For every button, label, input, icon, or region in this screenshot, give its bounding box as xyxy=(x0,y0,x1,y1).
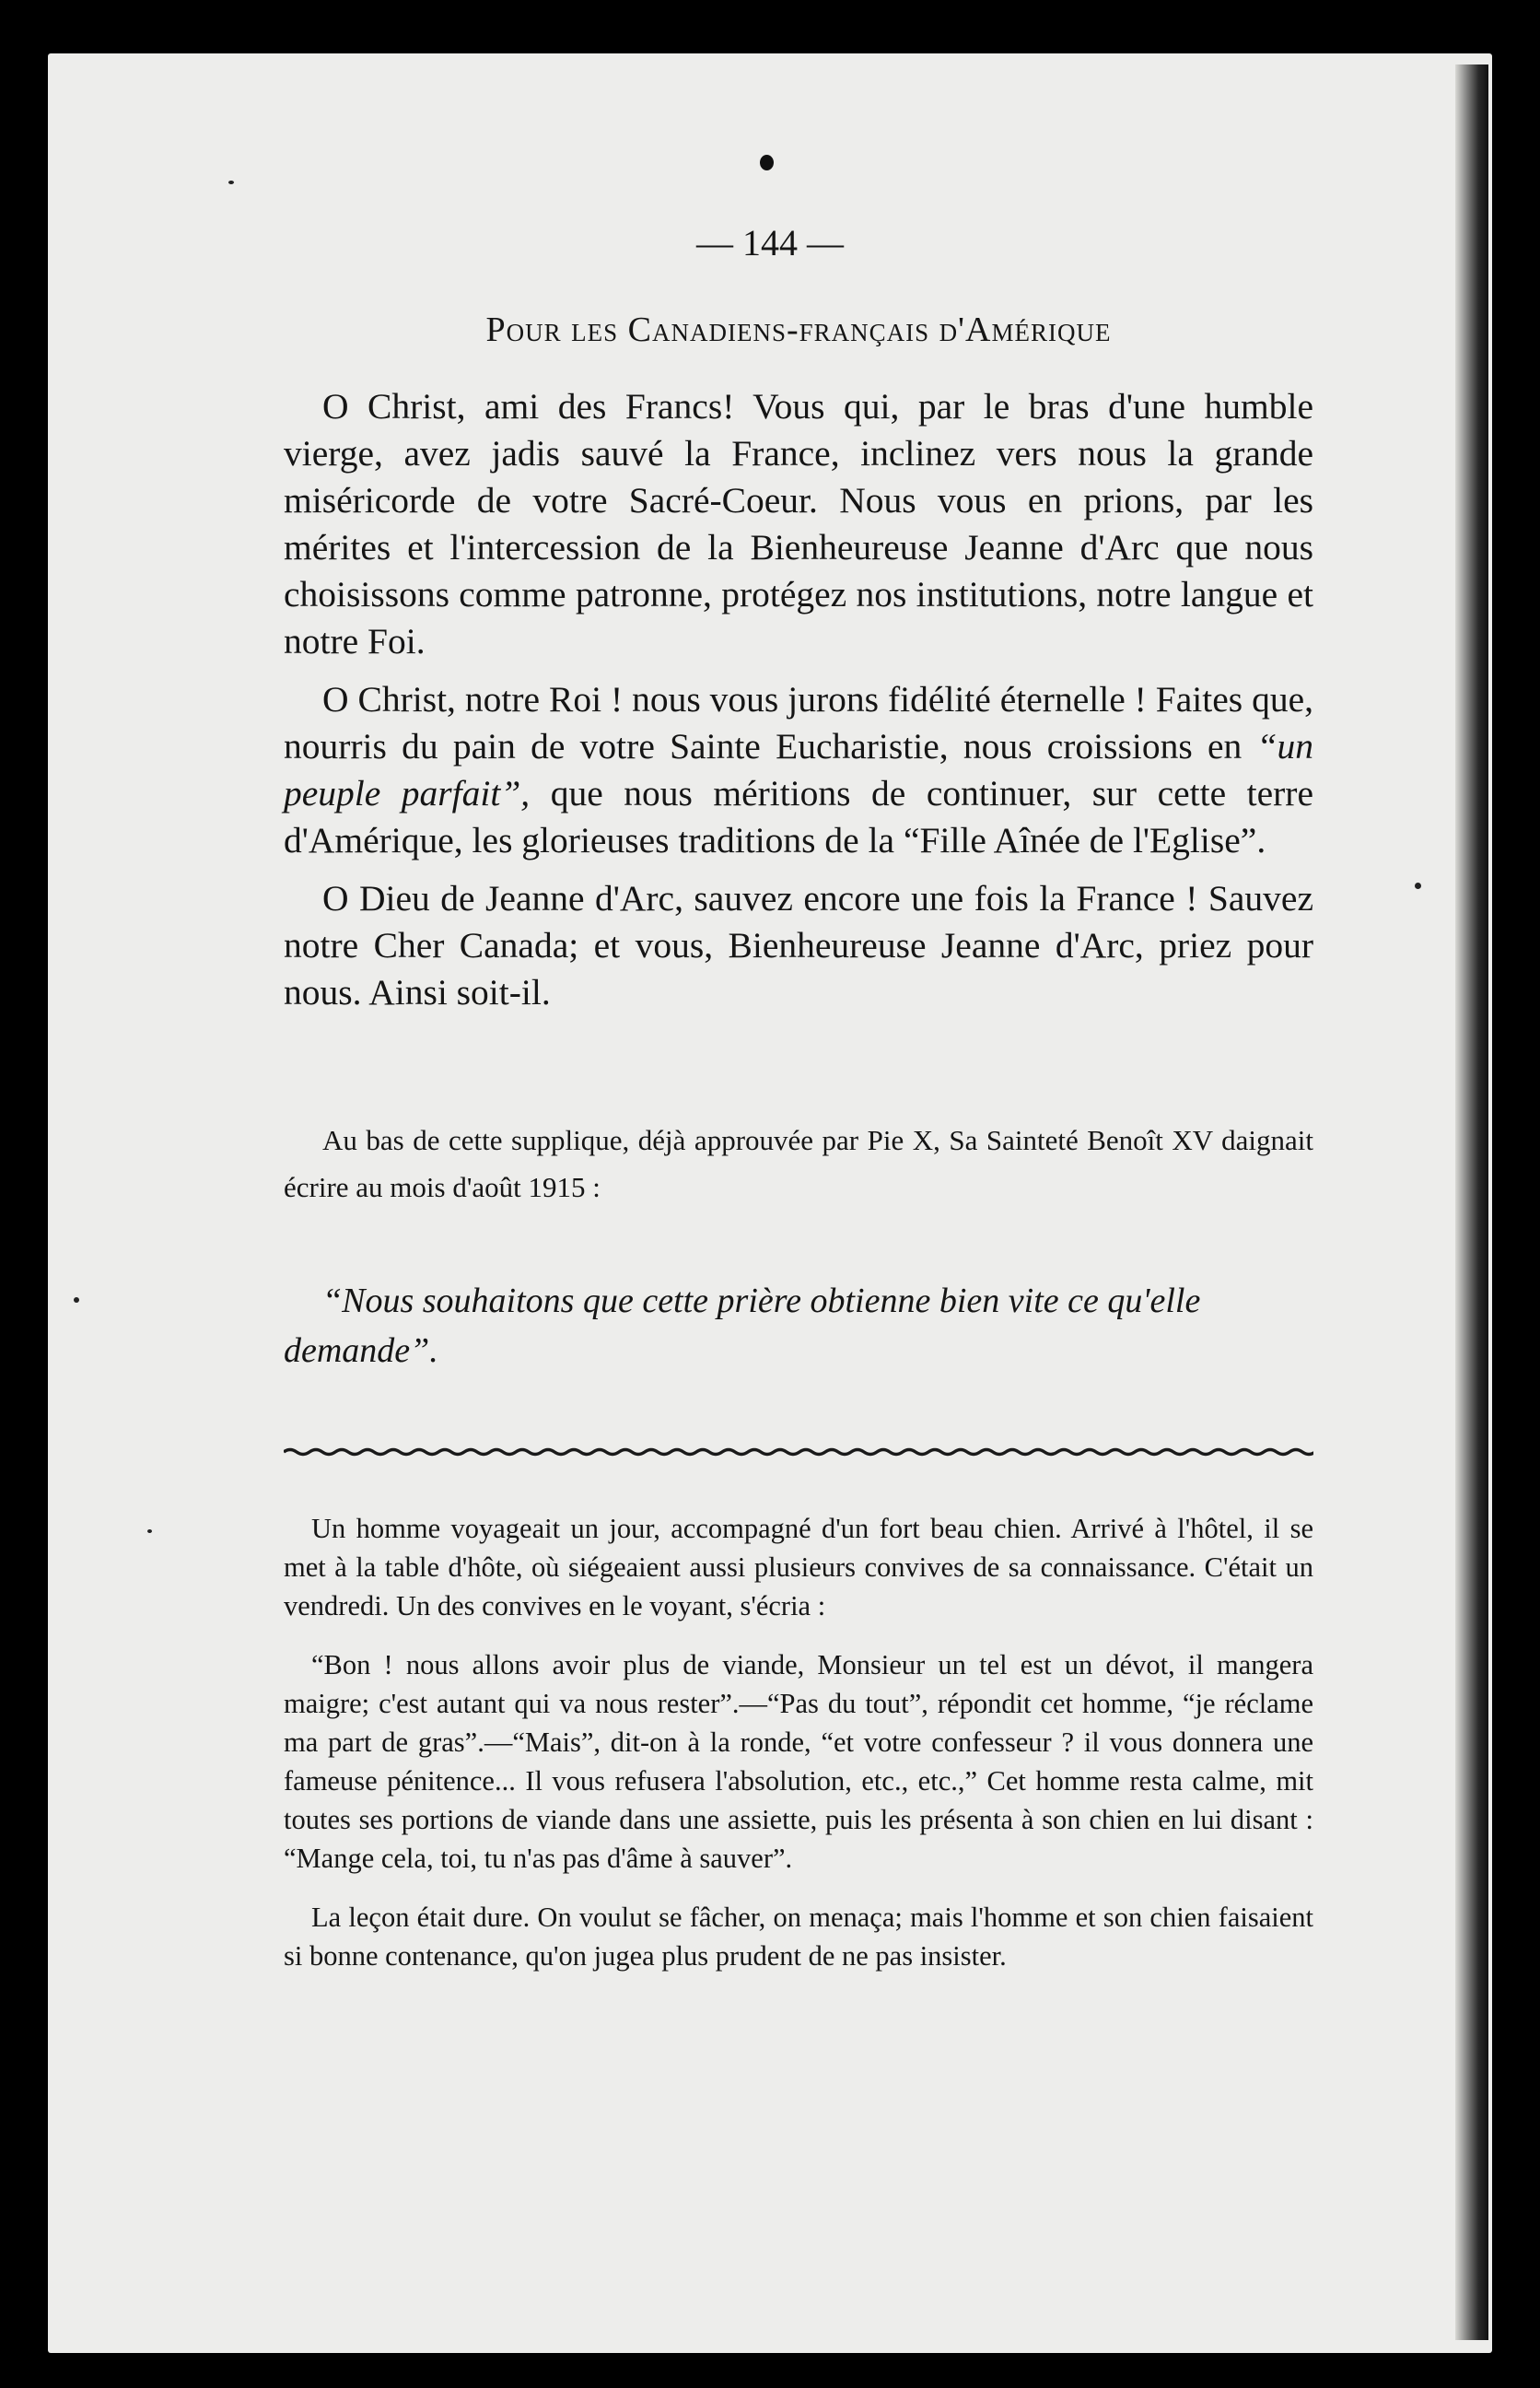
section-heading: Pour les Canadiens-français d'Amérique xyxy=(485,310,1112,349)
prayer-paragraph xyxy=(284,676,1313,864)
ink-speck xyxy=(147,1529,152,1533)
anecdote-paragraph: La leçon était dure. On voulut se fâcher, on menaça; mais l'homme et son chien faisaient si bonne contenance, qu'on jugea plus prudent de ne pas insister. xyxy=(284,1902,1313,1972)
wavy-divider xyxy=(284,1445,1313,1459)
anecdote-paragraph: Un homme voyageait un jour, accompagné d'un fort beau chien. Arrivé à l'hôtel, il se met à la table d'hôte, où siégeaient aussi plusieurs convives de sa connaissance. C'était un vendredi. Un des convives en le voyant, s'écria : xyxy=(284,1513,1313,1621)
ink-speck xyxy=(74,1297,79,1303)
prayer-paragraph: O Dieu de Jeanne d'Arc, sauvez encore une fois la France ! Sauvez notre Cher Canada; et vous, Bienheureuse Jeanne d'Arc, priez pour nous. Ainsi soit-il. xyxy=(284,878,1313,1013)
italic-phrase: “un peuple parfait”, xyxy=(284,726,1313,814)
anecdote-text xyxy=(284,1509,1313,1996)
note-paragraph: Au bas de cette supplique, déjà approuvée par Pie X, Sa Sainteté Benoît XV daignait écrire au mois d'août 1915 : xyxy=(284,1124,1313,1203)
page-number: — 144 — xyxy=(696,222,844,263)
approval-note xyxy=(284,1117,1313,1211)
quote-paragraph: “Nous souhaitons que cette prière obtienne bien vite ce qu'elle demande”. xyxy=(284,1282,1201,1370)
papal-quote xyxy=(284,1276,1313,1375)
prayer-text-run: que nous méritions de continuer, sur cette terre d'Amérique, les glorieuses traditions de la “Fille Aînée de l'Eglise”. xyxy=(284,773,1313,860)
ink-speck xyxy=(228,181,234,184)
prayer-text-run: O Christ, notre Roi ! nous vous jurons fidélité éternelle ! Faites que, nourris du pain de votre Sainte Eucharistie, nous croissions en xyxy=(284,679,1313,767)
page-edge-shadow xyxy=(1455,64,1488,2340)
anecdote-paragraph: “Bon ! nous allons avoir plus de viande, Monsieur un tel est un dévot, il mangera maigre; c'est autant qui va nous rester”.—“Pas du tout”, répondit cet homme, “je réclame ma part de gras”.—“Mais”, dit-on à la ronde, “et votre confesseur ? il vous donnera une fameuse pénitence... Il vous refusera l'absolution, etc., etc.,” Cet homme resta calme, mit toutes ses portions de viande dans une assiette, puis les présenta à son chien en lui disant : “Mange cela, toi, tu n'as pas d'âme à sauver”. xyxy=(284,1649,1313,1874)
ink-speck xyxy=(1415,883,1421,889)
ink-dot xyxy=(760,155,774,170)
prayer-text xyxy=(284,383,1313,1027)
prayer-paragraph: O Christ, ami des Francs! Vous qui, par le bras d'une humble vierge, avez jadis sauvé la France, inclinez vers nous la grande miséricorde de votre Sacré-Coeur. Nous vous en prions, par les mérites et l'intercession de la Bienheureuse Jeanne d'Arc que nous choisissons comme patronne, protégez nos institutions, notre langue et notre Foi. xyxy=(284,386,1313,661)
